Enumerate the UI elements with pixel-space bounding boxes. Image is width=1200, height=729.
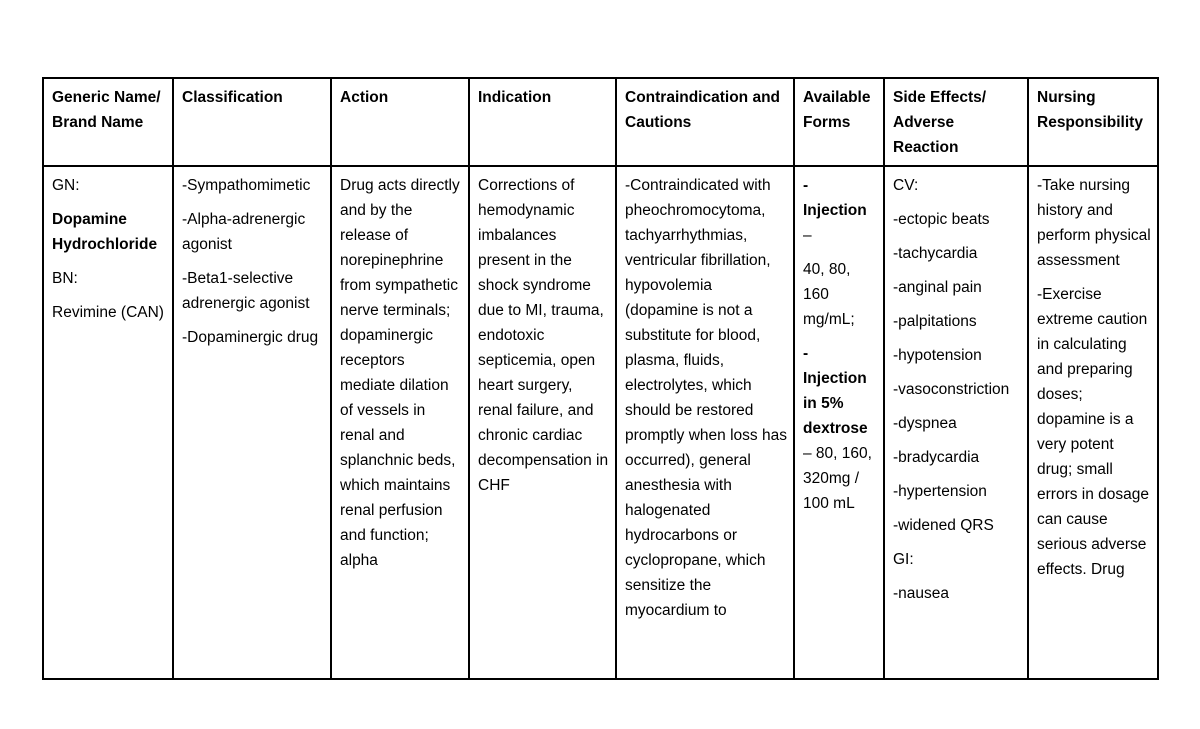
form-1-name: Injection — [803, 202, 867, 219]
classification-item: -Alpha-adrenergic agonist — [182, 211, 306, 253]
generic-name: Dopamine Hydrochloride — [52, 211, 158, 253]
side-effect-item: -widened QRS — [893, 517, 994, 534]
header-generic-brand-name: Generic Name/ Brand Name — [43, 78, 173, 166]
cell-names — [43, 166, 173, 679]
header-nursing-responsibility: Nursing Responsibility — [1028, 78, 1158, 166]
nursing-item: -Take nursing history and perform physical assessment — [1037, 177, 1151, 269]
cell-action — [331, 166, 469, 679]
header-classification: Classification — [173, 78, 331, 166]
header-action: Action — [331, 78, 469, 166]
side-effect-item: -hypotension — [893, 347, 982, 364]
side-effect-item: -dyspnea — [893, 415, 957, 432]
header-contraindication: Contraindication and Cautions — [616, 78, 794, 166]
brand-name: Revimine (CAN) — [52, 304, 164, 321]
side-effect-item: -bradycardia — [893, 449, 980, 466]
side-effect-item: -palpitations — [893, 313, 977, 330]
drug-row — [43, 166, 1158, 679]
classification-item: -Dopaminergic drug — [182, 329, 319, 346]
header-side-effects: Side Effects/ Adverse Reaction — [884, 78, 1028, 166]
cell-side-effects — [884, 166, 1028, 679]
form-1-dash: - — [803, 177, 809, 194]
action-text: Drug acts directly and by the release of norepinephrine from sympathetic nerve terminals; dopaminergic receptors mediate dilation of vessels in renal and splanchnic beds, which maintains renal perfusion and function; alpha — [340, 177, 460, 569]
side-effect-item: -nausea — [893, 585, 950, 602]
contraindication-text: -Contraindicated with pheochromocytoma, tachyarrhythmias, ventricular fibrillation, hypovolemia (dopamine is not a substitute for blood, plasma, fluids, electrolytes, which should be restored promptly when loss has occurred), general anesthesia with halogenated hydrocarbons or cyclopropane, which sensitize the myocardium to — [625, 177, 787, 619]
form-1-separator: – — [803, 227, 812, 244]
side-effect-item: -ectopic beats — [893, 211, 990, 228]
form-2-doses: – 80, 160, 320mg / 100 mL — [803, 445, 872, 512]
classification-item: -Sympathomimetic — [182, 177, 311, 194]
side-effect-item: -hypertension — [893, 483, 987, 500]
cell-available-forms — [794, 166, 884, 679]
cell-contraindication — [616, 166, 794, 679]
gn-label: GN: — [52, 177, 80, 194]
form-2 — [803, 341, 877, 516]
side-effect-item: -anginal pain — [893, 279, 982, 296]
form-2-name: Injection in 5% dextrose — [803, 370, 868, 437]
drug-study-table — [42, 77, 1159, 680]
side-effect-item: -vasoconstriction — [893, 381, 1010, 398]
indication-text: Corrections of hemodynamic imbalances present in the shock syndrome due to MI, trauma, endotoxic septicemia, open heart surgery, renal failure, and chronic cardiac decompensation in CHF — [478, 177, 609, 494]
form-1 — [803, 173, 877, 248]
gi-label: GI: — [893, 551, 914, 568]
form-1-doses: 40, 80, 160 mg/mL; — [803, 261, 855, 328]
nursing-item: -Exercise extreme caution in calculating and preparing doses; dopamine is a very potent drug; small errors in dosage can cause serious adverse effects. Drug — [1037, 286, 1150, 578]
form-2-dash: - — [803, 345, 809, 362]
header-available-forms: Available Forms — [794, 78, 884, 166]
cell-nursing-responsibility — [1028, 166, 1158, 679]
header-indication: Indication — [469, 78, 616, 166]
cell-indication — [469, 166, 616, 679]
cv-label: CV: — [893, 177, 919, 194]
classification-item: -Beta1-selective adrenergic agonist — [182, 270, 310, 312]
cell-classification — [173, 166, 331, 679]
side-effect-item: -tachycardia — [893, 245, 978, 262]
bn-label: BN: — [52, 270, 78, 287]
header-row — [43, 78, 1158, 166]
